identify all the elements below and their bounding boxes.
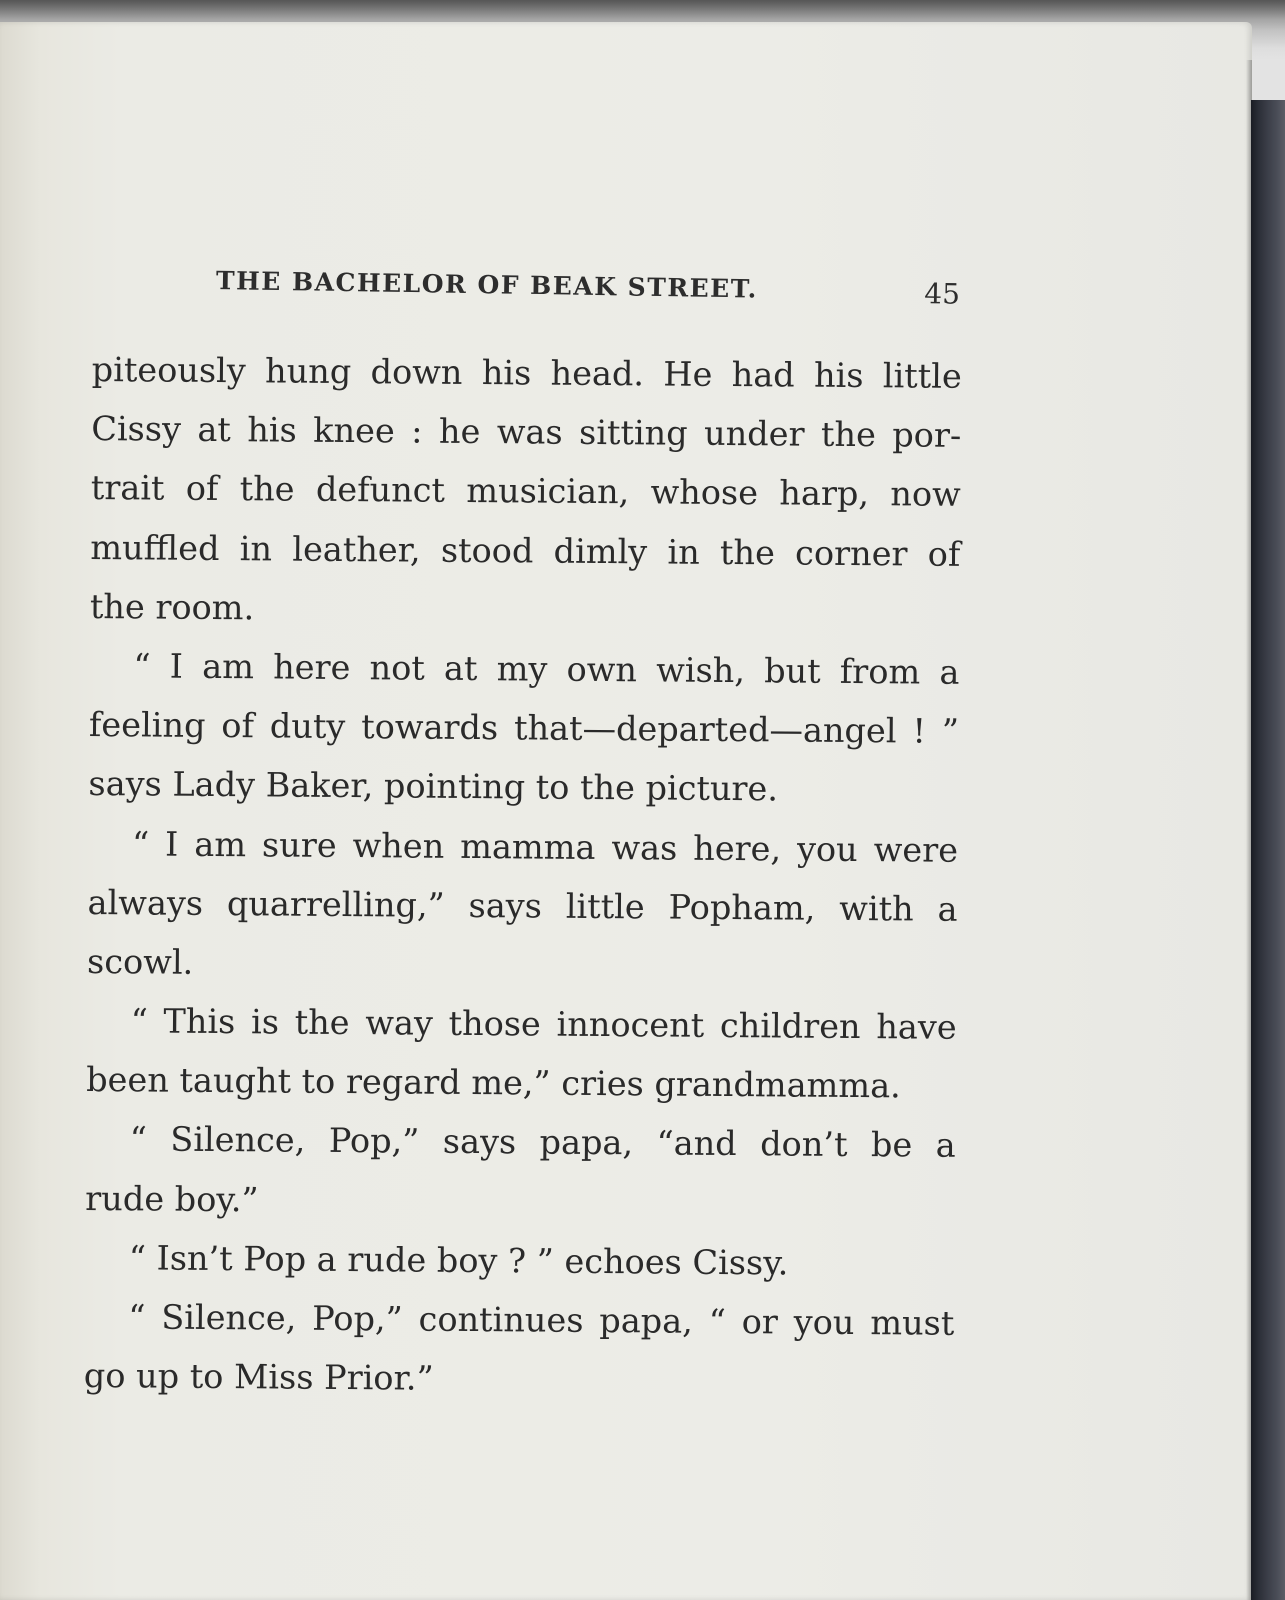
text-line: feeling of duty towards that—departed—angel ! ” xyxy=(88,705,960,751)
text-line: muffled in leather, stood dimly in the corner of xyxy=(90,527,961,574)
text-line: “ I am sure when mamma was here, you were xyxy=(131,823,959,870)
text-line: “ This is the way those innocent children have xyxy=(130,1001,957,1047)
text-line: Cissy at his knee : he was sitting under the por- xyxy=(91,409,962,456)
text-line: trait of the defunct musician, whose harp, now xyxy=(90,468,961,515)
body-text xyxy=(84,340,962,1412)
text-line: “ I am here not at my own wish, but from a xyxy=(133,646,960,692)
running-title: THE BACHELOR OF BEAK STREET. xyxy=(215,266,759,304)
page-number: 45 xyxy=(924,277,961,311)
text-line: been taught to regard me,” cries grandmamma. xyxy=(86,1060,901,1106)
text-line: go up to Miss Prior.” xyxy=(83,1356,434,1398)
text-line: “ Silence, Pop,” continues papa, “ or you must xyxy=(128,1297,955,1343)
text-line: rude boy.” xyxy=(85,1178,259,1219)
page-header xyxy=(216,260,961,322)
text-line: says Lady Baker, pointing to the picture. xyxy=(88,764,779,809)
text-line: the room. xyxy=(89,586,255,628)
text-line: piteously hung down his head. He had his little xyxy=(91,349,962,396)
text-line: always quarrelling,” says little Popham, with a xyxy=(87,882,958,929)
text-line: “ Silence, Pop,” says papa, “and don’t be a xyxy=(129,1119,956,1166)
book-page xyxy=(0,22,1252,1600)
text-line: “ Isn’t Pop a rude boy ? ” echoes Cissy. xyxy=(128,1238,789,1283)
text-line: scowl. xyxy=(86,941,194,982)
book-cover-edge xyxy=(1251,100,1285,1600)
